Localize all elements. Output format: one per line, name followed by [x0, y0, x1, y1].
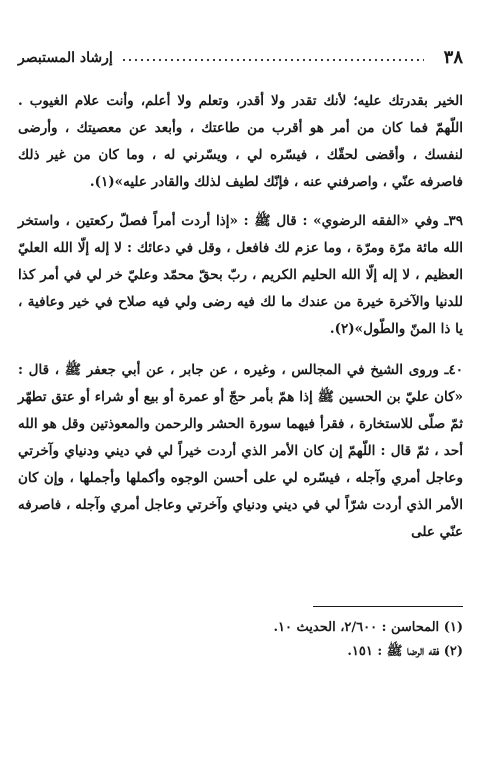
footnote-1: (١) المحاسن : ٢/٦٠٠، الحديث ١٠. — [273, 620, 463, 635]
header-dotted-leader — [121, 58, 424, 62]
footnote-2: (٢) فقه الرضا ﷺ : ١٥١. — [347, 644, 463, 659]
running-header — [18, 38, 463, 68]
paragraph-continuation: الخير بقدرتك عليه؛ لأنك تقدر ولا أقدر، وتعلم ولا أعلم، وأنت علام الغيوب . اللّهمّ فما كان من أمر هو أقرب من طاعتك ، وأبعد عن معصيتك ، وأرضى لنفسك ، وأقضى لحقّك ، فيسّره لي ، ويسّرني له ، وما كان من غير ذلك فاصرفه عنّي ، واصرفني عنه ، فإنّك لطيف لذلك والقادر عليه»(١). — [18, 93, 463, 190]
footnotes — [18, 616, 463, 664]
book-title: إرشاد المستبصر — [18, 50, 113, 66]
main-text — [18, 88, 463, 546]
paragraph-39: ٣٩ـ وفي «الفقه الرضوي» : قال ﷺ : «إذا أردت أمراً فصلّ ركعتين ، واستخر الله مائة مرّة ومرّة ، وما عزم لك فافعل ، وقل في دعائك : لا إله إلّا الله العليّ العظيم ، لا إله إلّا الله الحليم الكريم ، ربّ بحقّ محمّد وعليّ خر لي في أمر كذا للدنيا والآخرة خيرة من عندك ما لك فيه رضى ولي فيه صلاح في خير وعافية ، يا ذا المنّ والطّول»(٢). — [18, 213, 463, 337]
paragraph-40: ٤٠ـ وروى الشيخ في المجالس ، وغيره ، عن جابر ، عن أبي جعفر ﷺ ، قال : «كان عليّ بن الحسين ﷺ إذا همّ بأمر حجّ أو عمرة أو بيع أو شراء أو عتق تطهّر ثمّ صلّى للاستخارة ، فقرأ فيهما سورة الحشر والرحمن والمعوذتين وقل هو الله أحد ، ثمّ قال : اللّهمّ إن كان الأمر الذي أردت خيراً لي في ديني ودنياي وآخرتي وعاجل أمري وآجله ، فيسّره لي على أحسن الوجوه وأكملها وأجملها ، وإن كان الأمر الذي أردت شرّاً لي في ديني ودنياي وآخرتي وعاجل أمري وآجله ، فاصرفه عنّي على — [18, 362, 463, 540]
footnote-separator — [313, 606, 463, 607]
page-number: ٣٨ — [443, 47, 463, 68]
